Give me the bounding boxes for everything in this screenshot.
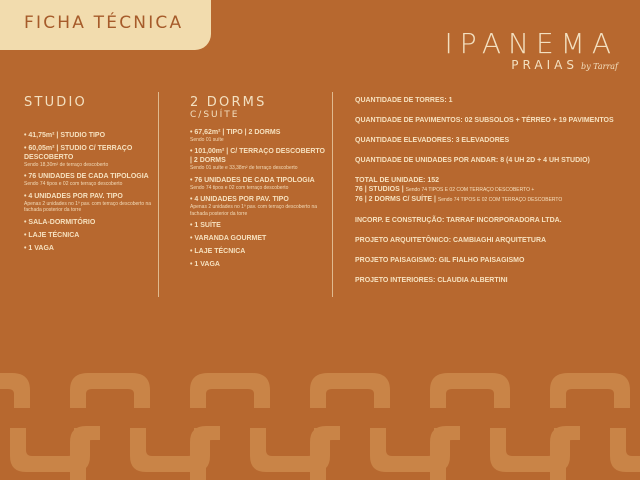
total-line-1-note: Sendo 74 TIPOS E 02 COM TERRAÇO DESCOBERTO + <box>405 187 535 193</box>
spec-incorp: INCORP. E CONSTRUÇÃO: TARRAF INCORPORADORA LTDA. <box>355 217 562 224</box>
item-text: • 67,62m² | TIPO | 2 DORMS <box>190 129 281 136</box>
spec-paisagismo: PROJETO PAISAGISMO: GIL FIALHO PAISAGISMO <box>355 257 525 264</box>
list-item <box>190 147 325 171</box>
pattern-shape <box>70 373 150 408</box>
item-text: • VARANDA GOURMET <box>190 235 267 243</box>
item-note: Sendo 74 tipos e 02 com terraço descoberto <box>24 181 123 188</box>
divider-2 <box>332 92 333 297</box>
total-line-2 <box>355 195 630 205</box>
header-tab <box>0 0 211 50</box>
item-text: • 1 SUÍTE <box>190 222 221 230</box>
pattern-shape <box>70 426 100 480</box>
spec-total <box>355 176 630 205</box>
list-item <box>190 260 325 269</box>
list-item <box>24 244 154 253</box>
pattern-shape <box>550 426 580 480</box>
pattern-shape <box>430 373 510 408</box>
list-item <box>190 176 325 191</box>
divider-1 <box>158 92 159 297</box>
studio-column <box>24 96 154 253</box>
total-line-1-text: 76 | STUDIOS | <box>355 186 404 193</box>
spec-arquitetonico: PROJETO ARQUITETÔNICO: CAMBIAGHI ARQUITETURA <box>355 237 547 244</box>
list-item <box>24 218 154 227</box>
decorative-wave-pattern <box>0 368 640 480</box>
item-text: • 60,05m² | STUDIO C/ TERRAÇO DESCOBERTO <box>24 145 133 161</box>
list-item <box>190 247 325 256</box>
item-note: Sendo 01 suíte e 33,38m² de terraço descoberto <box>190 165 298 172</box>
ipanema-logo <box>444 27 618 72</box>
studio-title: STUDIO <box>24 95 87 110</box>
spec-interiores: PROJETO INTERIORES: CLAUDIA ALBERTINI <box>355 277 508 284</box>
dorms-title: 2 DORMS <box>190 95 267 110</box>
pattern-shape <box>550 373 630 408</box>
item-text: • 1 VAGA <box>24 244 54 252</box>
item-text: • 4 UNIDADES POR PAV. TIPO <box>24 192 123 200</box>
dorms-items <box>190 128 325 269</box>
item-note: Sendo 74 tipos e 02 com terraço descoberto <box>190 184 289 191</box>
total-line-2-text: 76 | 2 DORMS C/ SUÍTE | <box>355 196 436 203</box>
pattern-shape <box>310 426 340 480</box>
item-text: • 1 VAGA <box>190 261 220 269</box>
list-item <box>24 172 154 187</box>
item-note: Sendo 18,30m² de terraço descoberto <box>24 162 109 168</box>
page-title: FICHA TÉCNICA <box>24 13 184 33</box>
pattern-shape <box>0 373 30 408</box>
logo-sub-text: PRAIAS <box>511 58 578 72</box>
item-text: • 101,00m² | C/ TERRAÇO DESCOBERTO | 2 DORMS <box>190 148 325 165</box>
specs-column <box>355 96 630 296</box>
pattern-shape <box>610 428 640 472</box>
total-label: TOTAL DE UNIDADE: 152 <box>355 177 440 184</box>
item-note: Sendo 01 suíte <box>190 137 224 143</box>
list-item <box>24 131 154 140</box>
item-text: • 41,75m² | STUDIO TIPO <box>24 132 106 139</box>
item-text: • SALA-DORMITÓRIO <box>24 218 96 226</box>
logo-name: IPANEMA <box>444 27 618 60</box>
item-note: Apenas 2 unidades no 1º pav. com terraço descoberto na fachada posterior da torre <box>190 204 318 217</box>
list-item <box>190 234 325 243</box>
list-item <box>24 192 154 214</box>
logo-signature: by Tarraf <box>580 62 618 71</box>
spec-torres: QUANTIDADE DE TORRES: 1 <box>355 97 453 104</box>
studio-items <box>24 131 154 253</box>
spec-por-andar: QUANTIDADE DE UNIDADES POR ANDAR: 8 (4 UH 2D + 4 UH STUDIO) <box>355 157 590 164</box>
list-item <box>190 221 325 230</box>
total-line-2-note: Sendo 74 TIPOS E 02 COM TERRAÇO DESCOBERTO <box>437 197 563 203</box>
item-text: • 76 UNIDADES DE CADA TIPOLOGIA <box>190 176 315 184</box>
logo-sub <box>445 58 618 72</box>
item-text: • 76 UNIDADES DE CADA TIPOLOGIA <box>24 173 149 181</box>
pattern-shape <box>310 373 390 408</box>
dorms-subtitle: C/SUÍTE <box>190 110 240 120</box>
pattern-shape <box>430 426 460 480</box>
item-text: • LAJE TÉCNICA <box>190 248 246 256</box>
spec-pavimentos: QUANTIDADE DE PAVIMENTOS: 02 SUBSOLOS + TÉRREO + 19 PAVIMENTOS <box>355 117 614 124</box>
list-item <box>24 231 154 240</box>
list-item <box>24 144 154 168</box>
pattern-shape <box>190 373 270 408</box>
pattern-shape <box>190 426 220 480</box>
list-item <box>190 195 325 217</box>
item-note: Apenas 2 unidades no 1º pav. com terraço descoberto na fachada posterior da torre <box>24 200 152 214</box>
spec-elevadores: QUANTIDADE ELEVADORES: 3 ELEVADORES <box>355 137 510 144</box>
dorms-column <box>190 96 325 269</box>
item-text: • LAJE TÉCNICA <box>24 231 80 239</box>
total-line-1 <box>355 185 630 195</box>
list-item <box>190 128 325 143</box>
item-text: • 4 UNIDADES POR PAV. TIPO <box>190 196 289 204</box>
